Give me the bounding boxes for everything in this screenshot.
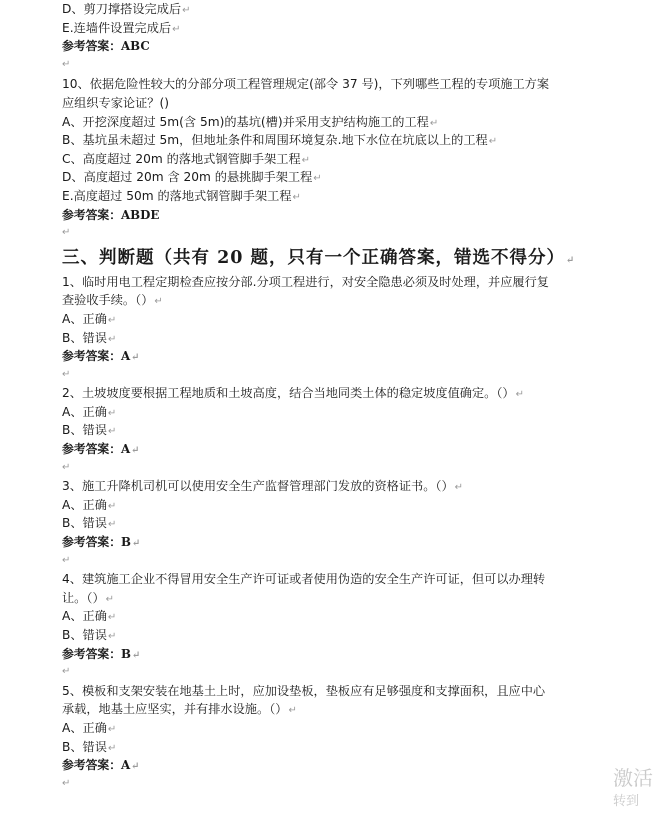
- blank-line: ↵: [62, 777, 71, 789]
- paragraph-mark-icon: ↵: [292, 191, 301, 203]
- paragraph-mark-icon: ↵: [454, 482, 464, 494]
- paragraph-mark-icon: ↵: [107, 500, 117, 512]
- paragraph-mark-icon: ↵: [301, 154, 311, 166]
- blank-line: ↵: [62, 554, 71, 566]
- question-10-line1: 10、依据危险性较大的分部分项工程管理规定(部令 37 号)，下列哪些工程的专项施工方案: [62, 77, 550, 92]
- judge-q5-option-b: B、错误↵: [62, 739, 117, 754]
- paragraph-mark-icon: ↵: [131, 761, 140, 773]
- answer-value: B: [121, 646, 131, 661]
- judge-q3-answer: 参考答案：B↵: [62, 535, 141, 550]
- answer-value: B: [121, 535, 131, 550]
- paragraph-mark-icon: ↵: [131, 352, 140, 364]
- paragraph-mark-icon: ↵: [313, 173, 322, 185]
- answer-value: A: [121, 758, 131, 773]
- q10-option-e: E.高度超过 50m 的落地式钢管脚手架工程↵: [62, 188, 301, 203]
- paragraph-mark-icon: ↵: [172, 23, 181, 35]
- judge-q3-option-b: B、错误↵: [62, 516, 117, 531]
- judge-q2-option-b: B、错误↵: [62, 423, 117, 438]
- paragraph-mark-icon: ↵: [107, 314, 117, 326]
- q10-option-c: C、高度超过 20m 的落地式钢管脚手架工程↵: [62, 151, 311, 166]
- paragraph-mark-icon: ↵: [488, 136, 498, 148]
- judge-q5-line2: 承载，地基土应坚实，并有排水设施。（）↵: [62, 702, 297, 717]
- paragraph-mark-icon: ↵: [107, 426, 117, 438]
- q10-option-d: D、高度超过 20m 含 20m 的悬挑脚手架工程↵: [62, 170, 322, 185]
- judge-q2-answer: 参考答案：A↵: [62, 442, 140, 457]
- paragraph-mark-icon: ↵: [131, 649, 141, 661]
- judge-q2-option-a: A、正确↵: [62, 404, 117, 419]
- option-e: E.连墙件设置完成后↵: [62, 20, 181, 35]
- paragraph-mark-icon: ↵: [107, 612, 117, 624]
- judge-q1-line2: 查验收手续。（）↵: [62, 293, 163, 308]
- paragraph-mark-icon: ↵: [131, 538, 141, 550]
- paragraph-mark-icon: ↵: [515, 389, 524, 401]
- judge-q3-line1: 3、施工升降机司机可以使用安全生产监督管理部门发放的资格证书。（）↵: [62, 479, 464, 494]
- q10-answer-line: 参考答案：ABDE: [62, 207, 160, 222]
- judge-q1-line1: 1、临时用电工程定期检查应按分部.分项工程进行，对安全隐患必须及时处理，并应履行复: [62, 274, 549, 289]
- paragraph-mark-icon: ↵: [288, 705, 297, 717]
- judge-q4-option-b: B、错误↵: [62, 628, 117, 642]
- paragraph-mark-icon: ↵: [429, 117, 439, 129]
- paragraph-mark-icon: ↵: [105, 593, 115, 605]
- judge-q2-line1: 2、土坡坡度要根据工程地质和土坡高度，结合当地同类土体的稳定坡度值确定。（）↵: [62, 386, 524, 401]
- paragraph-mark-icon: ↵: [107, 723, 117, 735]
- answer-value: ABDE: [121, 207, 160, 222]
- option-d: D、剪刀撑搭设完成后↵: [62, 2, 191, 16]
- judge-q5-answer: 参考答案：A↵: [62, 758, 140, 773]
- answer-line: 参考答案：ABC: [62, 39, 150, 54]
- blank-line: ↵: [62, 666, 71, 678]
- judge-q3-option-a: A、正确↵: [62, 497, 117, 512]
- section-heading: 三、判断题（共有 20 题，只有一个正确答案，错选不得分）↵: [62, 247, 575, 268]
- question-10-line2: 应组织专家论证？(): [62, 95, 170, 110]
- answer-value: ABC: [121, 39, 150, 54]
- judge-q1-option-b: B、错误↵: [62, 330, 117, 345]
- answer-value: A: [121, 349, 131, 364]
- paragraph-mark-icon: ↵: [566, 254, 575, 266]
- judge-q5-line1: 5、模板和支架安装在地基土上时，应加设垫板，垫板应有足够强度和支撑面积，且应中心: [62, 683, 546, 698]
- judge-q4-option-a: A、正确↵: [62, 609, 117, 624]
- activation-watermark-line1: 激活: [613, 766, 653, 790]
- document-page: [62, 0, 582, 793]
- answer-value: A: [121, 442, 131, 457]
- paragraph-mark-icon: ↵: [107, 742, 117, 754]
- judge-q5-option-a: A、正确↵: [62, 720, 117, 735]
- paragraph-mark-icon: ↵: [107, 631, 117, 642]
- judge-q4-line2: 让。（）↵: [62, 590, 115, 605]
- paragraph-mark-icon: ↵: [107, 407, 117, 419]
- judge-q1-option-a: A、正确↵: [62, 311, 117, 326]
- q10-option-b: B、基坑虽未超过 5m，但地址条件和周围环境复杂.地下水位在坑底以上的工程↵: [62, 133, 498, 148]
- paragraph-mark-icon: ↵: [107, 519, 117, 531]
- blank-line: ↵: [62, 227, 71, 239]
- blank-line: ↵: [62, 58, 71, 70]
- blank-line: ↵: [62, 461, 71, 473]
- blank-line: ↵: [62, 368, 71, 380]
- judge-q1-answer: 参考答案：A↵: [62, 349, 140, 364]
- paragraph-mark-icon: ↵: [182, 5, 191, 16]
- paragraph-mark-icon: ↵: [131, 445, 140, 457]
- paragraph-mark-icon: ↵: [154, 296, 163, 308]
- q10-option-a: A、开挖深度超过 5m(含 5m)的基坑(槽)并采用支护结构施工的工程↵: [62, 114, 439, 129]
- judge-q4-line1: 4、建筑施工企业不得冒用安全生产许可证或者使用伪造的安全生产许可证，但可以办理转: [62, 572, 546, 587]
- judge-q4-answer: 参考答案：B↵: [62, 646, 141, 661]
- activation-watermark-line2: 转到: [613, 794, 640, 809]
- paragraph-mark-icon: ↵: [107, 333, 117, 345]
